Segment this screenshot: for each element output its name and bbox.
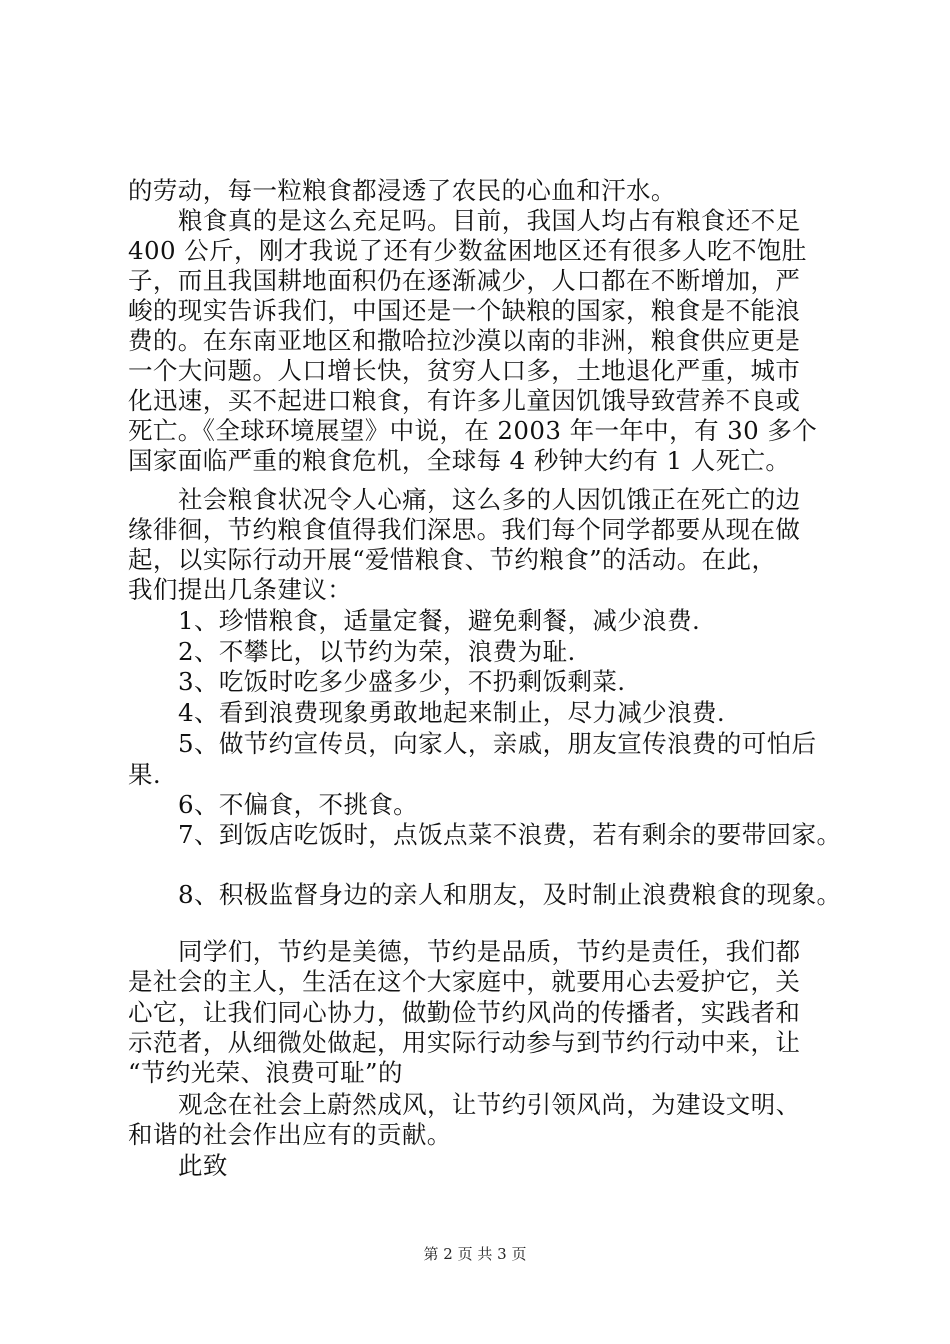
body-line: 示范者，从细微处做起，用实际行动参与到节约行动中来，让	[128, 1028, 801, 1057]
body-line: 死亡。《全球环境展望》中说，在 2003 年一年中，有 30 多个	[128, 416, 818, 445]
paragraph-start-line: 同学们，节约是美德，节约是品质，节约是责任，我们都	[178, 937, 801, 966]
body-line: 的劳动，每一粒粮食都浸透了农民的心血和汗水。	[128, 176, 676, 205]
paragraph-start-line: 粮食真的是这么充足吗。目前，我国人均占有粮食还不足	[178, 206, 801, 235]
body-line: 和谐的社会作出应有的贡献。	[128, 1120, 452, 1149]
suggestion-item: 2、不攀比，以节约为荣，浪费为耻.	[178, 637, 576, 666]
closing-salutation: 此致	[178, 1151, 228, 1180]
suggestion-item: 5、做节约宣传员，向家人，亲戚，朋友宣传浪费的可怕后	[178, 729, 817, 758]
body-line: 400 公斤，刚才我说了还有少数盆困地区还有很多人吃不饱肚	[128, 236, 807, 265]
suggestion-item: 4、看到浪费现象勇敢地起来制止，尽力减少浪费.	[178, 698, 726, 727]
body-line: “节约光荣、浪费可耻”的	[128, 1058, 403, 1087]
suggestion-item: 8、积极监督身边的亲人和朋友，及时制止浪费粮食的现象。	[178, 880, 842, 909]
body-line: 化迅速，买不起进口粮食，有许多儿童因饥饿导致营养不良或	[128, 386, 801, 415]
body-line: 我们提出几条建议：	[128, 575, 353, 604]
body-line: 缘徘徊，节约粮食值得我们深思。我们每个同学都要从现在做	[128, 515, 801, 544]
body-line: 心它，让我们同心协力，做勤俭节约风尚的传播者，实践者和	[128, 998, 801, 1027]
body-line: 国家面临严重的粮食危机，全球每 4 秒钟大约有 1 人死亡。	[128, 446, 791, 475]
body-line: 起，以实际行动开展“爱惜粮食、节约粮食”的活动。在此，	[128, 545, 777, 574]
body-line: 费的。在东南亚地区和撒哈拉沙漠以南的非洲，粮食供应更是	[128, 326, 801, 355]
body-line: 一个大问题。人口增长快，贫穷人口多，土地退化严重，城市	[128, 356, 801, 385]
paragraph-start-line: 社会粮食状况令人心痛，这么多的人因饥饿正在死亡的边	[178, 485, 801, 514]
body-line: 是社会的主人，生活在这个大家庭中，就要用心去爱护它，关	[128, 967, 801, 996]
suggestion-item: 6、不偏食，不挑食。	[178, 790, 419, 819]
page-number-footer: 第 2 页 共 3 页	[423, 1245, 527, 1263]
body-line: 子，而且我国耕地面积仍在逐渐减少，人口都在不断增加，严	[128, 266, 801, 295]
body-line: 峻的现实告诉我们，中国还是一个缺粮的国家，粮食是不能浪	[128, 296, 801, 325]
suggestion-item: 1、珍惜粮食，适量定餐，避免剩餐，减少浪费.	[178, 606, 701, 635]
suggestion-item: 7、到饭店吃饭时，点饭点菜不浪费，若有剩余的要带回家。	[178, 820, 842, 849]
suggestion-item: 3、吃饭时吃多少盛多少，不扔剩饭剩菜.	[178, 667, 626, 696]
body-line: 果.	[128, 760, 162, 789]
paragraph-start-line: 观念在社会上蔚然成风，让节约引领风尚，为建设文明、	[178, 1090, 801, 1119]
